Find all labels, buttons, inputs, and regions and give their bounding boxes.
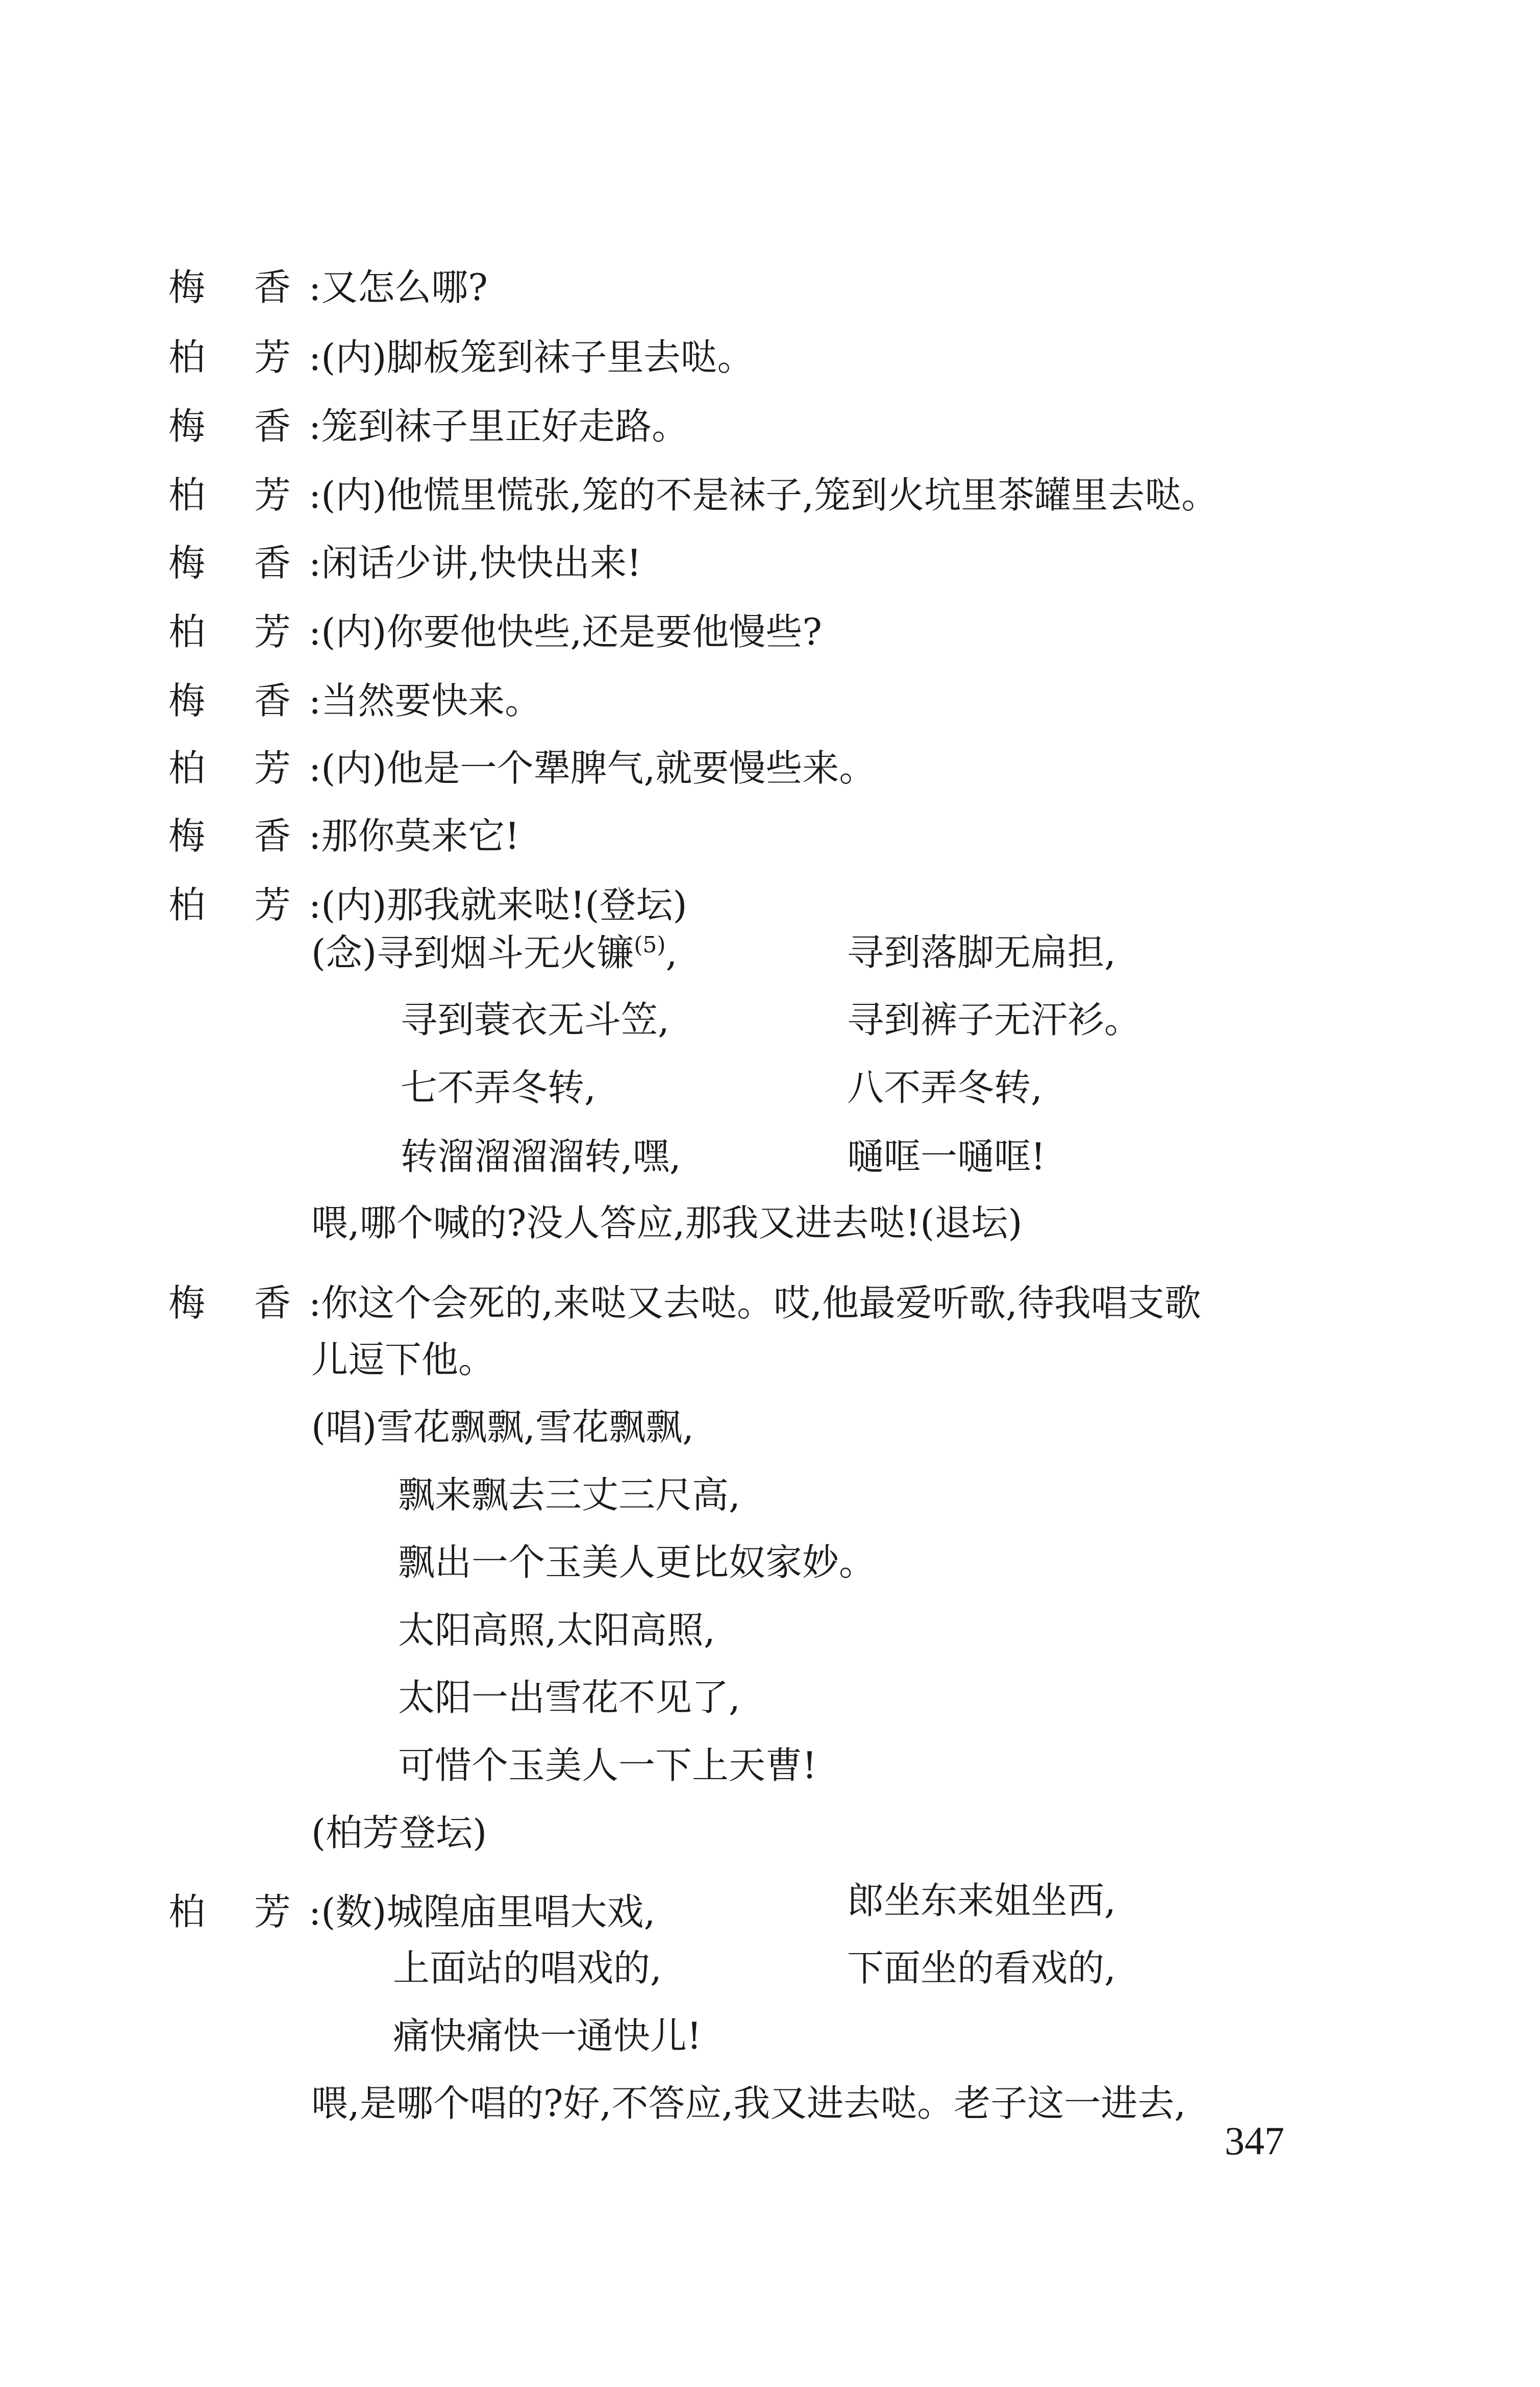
recitation-line: 上面站的唱戏的, bbox=[393, 1947, 662, 1989]
recitation-line: 郎坐东来姐坐西, bbox=[847, 1879, 1116, 1922]
dialogue-text: :(内)他慌里慌张,笼的不是袜子,笼到火坑里茶罐里去哒。 bbox=[309, 474, 1219, 516]
footnote-marker: (5) bbox=[634, 932, 666, 958]
speaker: 柏芳 bbox=[168, 1890, 340, 1933]
recitation-line: :(数)城隍庙里唱大戏, bbox=[309, 1890, 656, 1933]
dialogue-text: 喂,是哪个唱的?好,不答应,我又进去哒。老子这一进去, bbox=[311, 2082, 1186, 2125]
speaker: 柏芳 bbox=[168, 336, 340, 379]
dialogue-text: :笼到袜子里正好走路。 bbox=[309, 405, 689, 448]
song-line: (唱)雪花飘飘,雪花飘飘, bbox=[311, 1406, 694, 1448]
dialogue-text-continued: 儿逗下他。 bbox=[311, 1338, 495, 1381]
dialogue-text: :(内)他是一个犟脾气,就要慢些来。 bbox=[309, 747, 876, 790]
song-line: 飘出一个玉美人更比奴家妙。 bbox=[398, 1541, 876, 1584]
dialogue-text: :(内)你要他快些,还是要他慢些? bbox=[309, 610, 822, 653]
dialogue-text: :(内)那我就来哒!(登坛) bbox=[309, 883, 687, 926]
speaker: 梅香 bbox=[168, 815, 340, 857]
recitation-line: 八不弄冬转, bbox=[847, 1066, 1042, 1109]
speaker: 梅香 bbox=[168, 542, 340, 584]
stage-direction: (柏芳登坛) bbox=[311, 1811, 487, 1854]
page-number: 347 bbox=[1225, 2119, 1284, 2163]
recitation-line: 七不弄冬转, bbox=[401, 1066, 596, 1109]
recitation-line: 寻到落脚无扁担, bbox=[847, 931, 1116, 974]
dialogue-text: 喂,哪个喊的?没人答应,那我又进去哒!(退坛) bbox=[311, 1201, 1023, 1244]
song-line: 太阳高照,太阳高照, bbox=[398, 1609, 715, 1652]
dialogue-text: :又怎么哪? bbox=[309, 266, 488, 309]
speaker: 柏芳 bbox=[168, 610, 340, 653]
speaker: 梅香 bbox=[168, 266, 340, 309]
recitation-line: 寻到蓑衣无斗笠, bbox=[401, 998, 669, 1041]
recitation-line: 转溜溜溜溜转,嘿, bbox=[401, 1135, 681, 1178]
song-line: 可惜个玉美人一下上天曹! bbox=[398, 1744, 817, 1787]
dialogue-text: :你这个会死的,来哒又去哒。哎,他最爱听歌,待我唱支歌 bbox=[309, 1282, 1201, 1324]
recitation-line: 下面坐的看戏的, bbox=[847, 1947, 1116, 1989]
dialogue-text: :那你莫来它! bbox=[309, 815, 520, 857]
recitation-line: 嗵哐一嗵哐! bbox=[847, 1135, 1046, 1178]
recitation-line: 寻到裤子无汗衫。 bbox=[847, 998, 1141, 1041]
dialogue-text: :当然要快来。 bbox=[309, 679, 542, 722]
speaker: 柏芳 bbox=[168, 883, 340, 926]
song-line: 飘来飘去三丈三尺高, bbox=[398, 1473, 740, 1516]
speaker: 柏芳 bbox=[168, 747, 340, 790]
recitation-line: 痛快痛快一通快儿! bbox=[393, 2014, 702, 2057]
dialogue-text: :闲话少讲,快快出来! bbox=[309, 542, 642, 584]
speaker: 梅香 bbox=[168, 679, 340, 722]
recitation-line: (念)寻到烟斗无火镰$^{(5)}$, bbox=[311, 931, 678, 974]
speaker: 柏芳 bbox=[168, 474, 340, 516]
dialogue-text: :(内)脚板笼到袜子里去哒。 bbox=[309, 336, 754, 379]
song-line: 太阳一出雪花不见了, bbox=[398, 1676, 740, 1719]
speaker: 梅香 bbox=[168, 1282, 340, 1324]
speaker: 梅香 bbox=[168, 405, 340, 448]
